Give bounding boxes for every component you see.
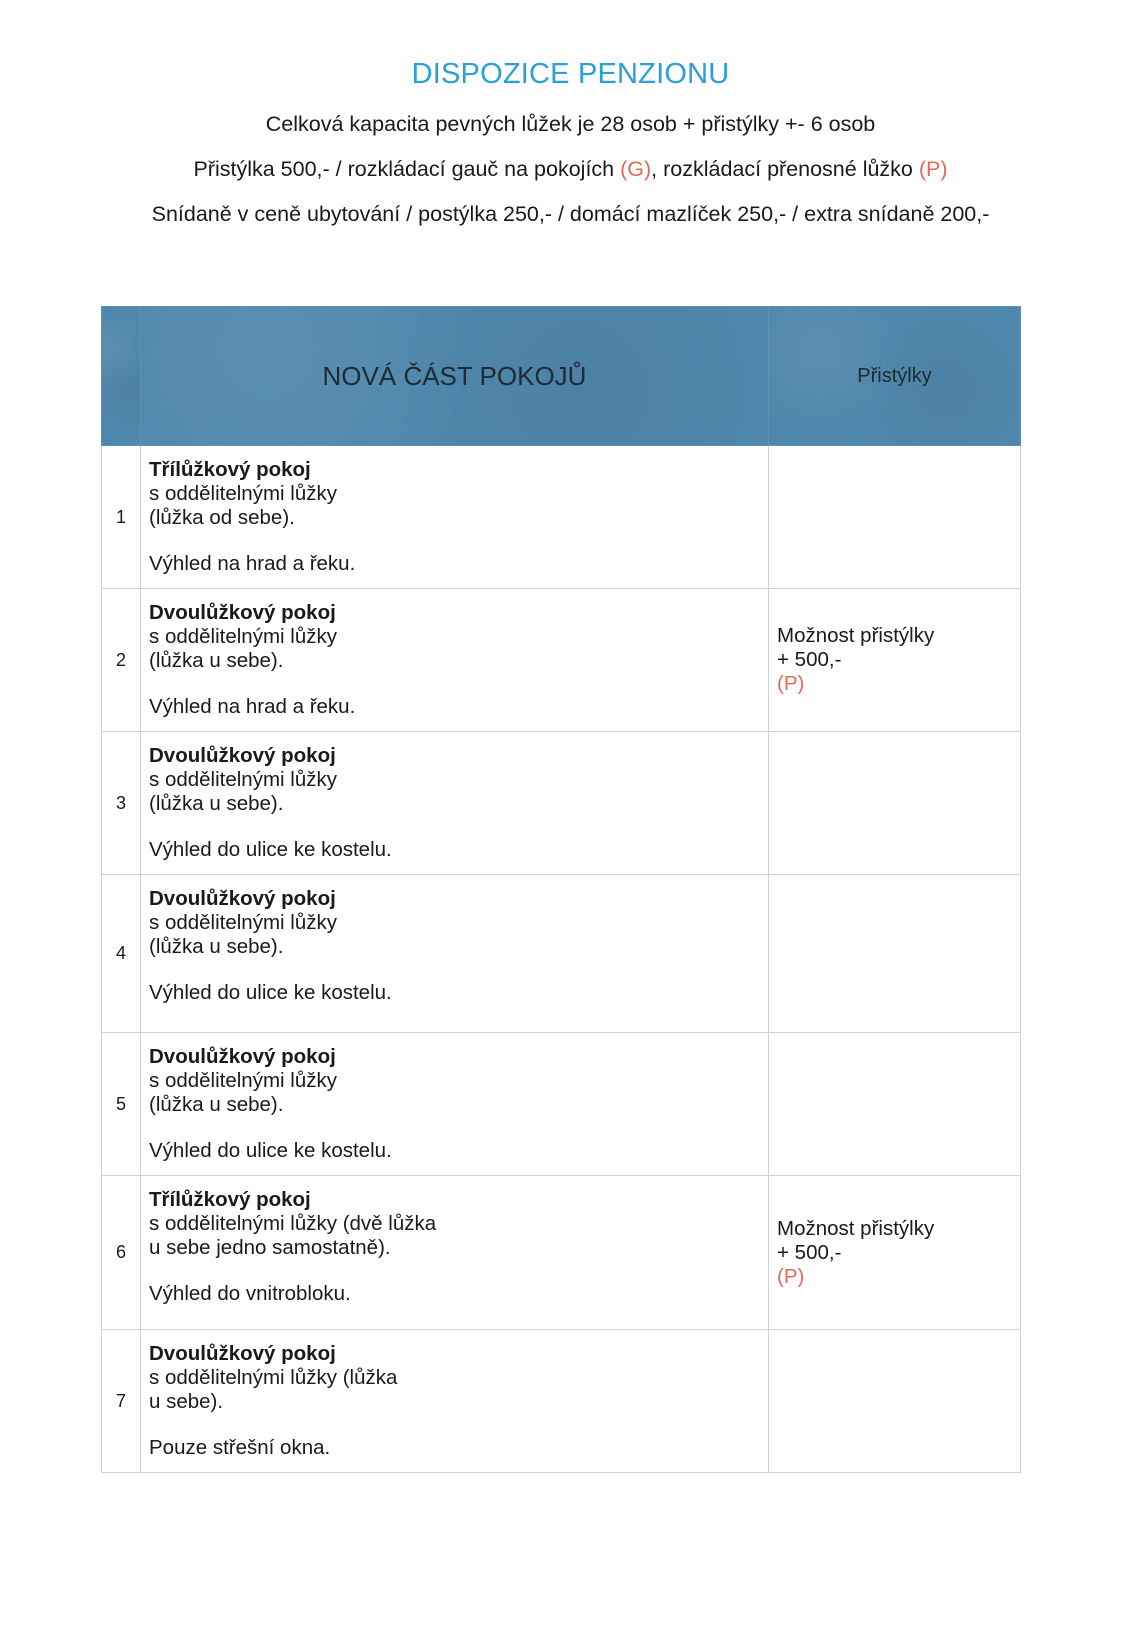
room-description — [141, 732, 769, 875]
extra-bed-option: Možnost přistýlky — [777, 624, 935, 647]
room-view: Výhled do ulice ke kostelu. — [149, 981, 392, 1004]
room-number: 4 — [102, 875, 141, 1033]
room-type: Třílůžkový pokoj — [149, 1188, 311, 1211]
header-extra-beds: Přistýlky — [769, 307, 1021, 446]
room-description — [141, 1330, 769, 1473]
extra-bed-text-b: , rozkládací přenosné lůžko — [651, 157, 919, 181]
room-view: Výhled do ulice ke kostelu. — [149, 1139, 392, 1162]
extra-bed-price: + 500,- — [777, 648, 842, 671]
room-extra-bed — [769, 1033, 1021, 1176]
room-beds: s oddělitelnými lůžky (lůžka — [149, 1366, 398, 1389]
header-num-cell — [102, 307, 141, 446]
portable-bed-marker: (P) — [918, 157, 948, 181]
room-type: Dvoulůžkový pokoj — [149, 1045, 336, 1068]
room-beds-detail: (lůžka u sebe). — [149, 649, 284, 672]
room-number: 1 — [102, 446, 141, 589]
header-rooms: NOVÁ ČÁST POKOJŮ — [141, 307, 769, 446]
table-row — [102, 1033, 1021, 1176]
room-beds: s oddělitelnými lůžky — [149, 768, 337, 791]
room-view: Výhled na hrad a řeku. — [149, 695, 356, 718]
page-title: DISPOZICE PENZIONU — [411, 58, 730, 90]
extra-bed-option: Možnost přistýlky — [777, 1216, 935, 1240]
room-number: 5 — [102, 1033, 141, 1176]
extra-bed-type: (P) — [777, 672, 805, 695]
room-beds: s oddělitelnými lůžky — [149, 482, 337, 505]
table-row — [102, 732, 1021, 875]
room-extra-bed — [769, 1176, 1021, 1330]
capacity-line: Celková kapacita pevných lůžek je 28 osob + přistýlky +- 6 osob — [265, 112, 876, 136]
room-beds: s oddělitelnými lůžky (dvě lůžka — [149, 1212, 437, 1235]
room-extra-bed — [769, 589, 1021, 732]
room-beds-detail: u sebe). — [149, 1390, 224, 1413]
room-view: Výhled do vnitrobloku. — [149, 1282, 351, 1305]
room-number: 7 — [102, 1330, 141, 1473]
table-row — [102, 446, 1021, 589]
extra-bed-type: (P) — [777, 1264, 805, 1288]
table-header-row — [102, 307, 1021, 446]
room-type: Třílůžkový pokoj — [149, 458, 311, 481]
room-number: 2 — [102, 589, 141, 732]
room-view: Výhled do ulice ke kostelu. — [149, 838, 392, 861]
room-description — [141, 589, 769, 732]
pricing-line: Snídaně v ceně ubytování / postýlka 250,- / domácí mazlíček 250,- / extra snídaně 200,- — [151, 202, 990, 226]
room-extra-bed — [769, 1330, 1021, 1473]
room-description — [141, 446, 769, 589]
table-row — [102, 1330, 1021, 1473]
extra-bed-text-a: Přistýlka 500,- / rozkládací gauč na pokojích — [193, 157, 621, 181]
extra-bed-price: + 500,- — [777, 1240, 842, 1264]
room-type: Dvoulůžkový pokoj — [149, 887, 336, 910]
room-type: Dvoulůžkový pokoj — [149, 744, 336, 767]
room-beds-detail: (lůžka u sebe). — [149, 1093, 284, 1116]
rooms-table — [101, 306, 1021, 1473]
room-number: 6 — [102, 1176, 141, 1330]
sofa-bed-marker: (G) — [620, 157, 652, 181]
room-extra-bed — [769, 732, 1021, 875]
table-row — [102, 875, 1021, 1033]
table-row — [102, 589, 1021, 732]
room-extra-bed — [769, 446, 1021, 589]
room-description — [141, 1176, 769, 1330]
room-beds-detail: (lůžka u sebe). — [149, 792, 284, 815]
room-beds: s oddělitelnými lůžky — [149, 911, 337, 934]
room-view: Pouze střešní okna. — [149, 1436, 331, 1459]
room-beds: s oddělitelnými lůžky — [149, 1069, 337, 1092]
room-type: Dvoulůžkový pokoj — [149, 601, 336, 624]
room-beds-detail: (lůžka od sebe). — [149, 506, 295, 529]
table-row — [102, 1176, 1021, 1330]
room-description — [141, 1033, 769, 1176]
room-beds-detail: u sebe jedno samostatně). — [149, 1236, 391, 1259]
room-beds: s oddělitelnými lůžky — [149, 625, 337, 648]
extra-bed-line — [0, 157, 1141, 182]
room-view: Výhled na hrad a řeku. — [149, 552, 356, 575]
room-extra-bed — [769, 875, 1021, 1033]
room-number: 3 — [102, 732, 141, 875]
room-type: Dvoulůžkový pokoj — [149, 1342, 336, 1365]
room-beds-detail: (lůžka u sebe). — [149, 935, 284, 958]
room-description — [141, 875, 769, 1033]
